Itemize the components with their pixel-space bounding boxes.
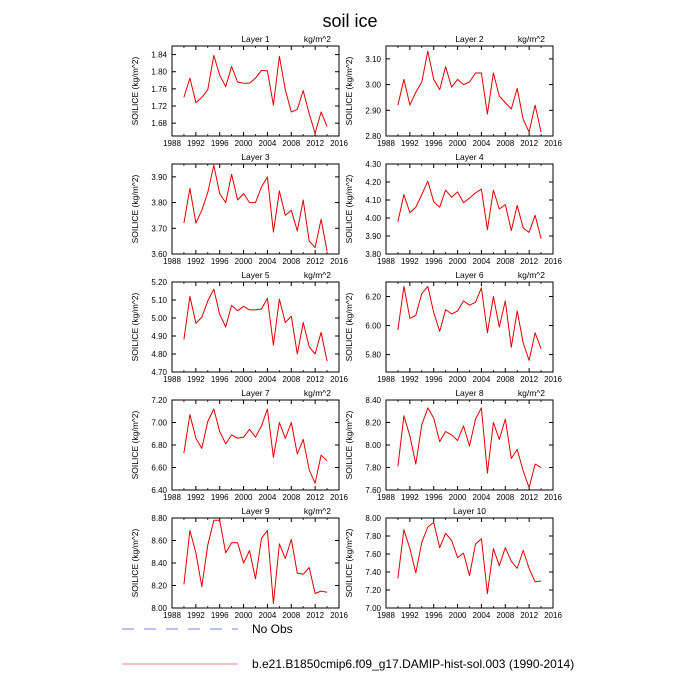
y-tick-label: 8.00 [365, 441, 381, 450]
series-line-model [184, 55, 327, 133]
y-tick-label: 6.00 [365, 321, 381, 331]
x-tick-label: 2008 [282, 257, 301, 266]
y-tick-label: 8.20 [365, 418, 381, 428]
x-tick-label: 1996 [424, 139, 443, 148]
plot-frame [172, 46, 339, 136]
x-tick-label: 2004 [258, 375, 277, 384]
x-tick-label: 1992 [186, 493, 205, 502]
y-tick-label: 3.90 [365, 232, 381, 241]
x-tick-label: 2004 [472, 611, 491, 620]
y-tick-label: 5.20 [151, 278, 167, 287]
y-tick-label: 1.84 [151, 50, 167, 60]
panel-7 [130, 388, 348, 502]
y-tick-label: 5.10 [151, 296, 167, 305]
x-tick-label: 2012 [520, 611, 539, 620]
panel-title: Layer 1 [241, 34, 270, 44]
x-tick-label: 2016 [330, 375, 348, 384]
panel-9 [130, 506, 348, 620]
x-tick-label: 1988 [163, 493, 181, 502]
y-tick-label: 3.10 [365, 54, 381, 64]
panel-title: Layer 2 [455, 34, 484, 44]
x-tick-label: 2000 [234, 611, 253, 620]
y-tick-label: 1.76 [151, 84, 167, 94]
panel-units: kg/m^2 [303, 34, 331, 44]
x-tick-label: 2012 [306, 493, 325, 502]
x-tick-label: 2004 [472, 257, 491, 266]
series-line-model [398, 181, 541, 239]
panel-title: Layer 10 [452, 506, 487, 516]
series-line-model [184, 409, 327, 483]
x-tick-label: 1996 [210, 493, 229, 502]
x-tick-label: 2016 [330, 139, 348, 148]
plot-frame [386, 164, 553, 254]
panel-title: Layer 7 [241, 388, 270, 398]
x-tick-label: 1996 [424, 257, 443, 266]
y-tick-label: 6.20 [365, 292, 381, 302]
panel-units: kg/m^2 [303, 506, 331, 516]
x-tick-label: 1992 [400, 375, 419, 384]
x-tick-label: 2004 [258, 493, 277, 502]
y-tick-label: 4.70 [151, 368, 167, 377]
y-tick-label: 7.80 [365, 532, 381, 541]
y-tick-label: 8.20 [151, 581, 167, 591]
legend-obs-swatch [120, 622, 240, 636]
x-tick-label: 2016 [544, 493, 562, 502]
y-tick-label: 4.80 [151, 350, 167, 359]
x-tick-label: 2008 [496, 139, 515, 148]
y-tick-label: 3.80 [365, 250, 381, 259]
x-tick-label: 2000 [234, 493, 253, 502]
y-tick-label: 7.60 [365, 486, 381, 495]
y-axis-label: SOILICE (kg/m^2) [344, 56, 354, 126]
y-tick-label: 4.00 [365, 214, 381, 223]
x-tick-label: 2012 [520, 139, 539, 148]
y-axis-label: SOILICE (kg/m^2) [130, 56, 140, 126]
x-tick-label: 1992 [186, 375, 205, 384]
x-tick-label: 2012 [306, 257, 325, 266]
x-tick-label: 2004 [472, 375, 491, 384]
panel-1 [130, 34, 348, 148]
x-tick-label: 1988 [163, 139, 181, 148]
x-tick-label: 2016 [330, 257, 348, 266]
x-tick-label: 2008 [282, 493, 301, 502]
x-tick-label: 1988 [163, 257, 181, 266]
x-tick-label: 2000 [234, 257, 253, 266]
x-tick-label: 1988 [163, 611, 181, 620]
x-tick-label: 2008 [496, 493, 515, 502]
series-line-model [398, 286, 541, 360]
panel-6 [344, 270, 562, 384]
x-tick-label: 2016 [330, 611, 348, 620]
series-line-model [398, 523, 541, 594]
y-tick-label: 3.00 [365, 80, 381, 90]
y-axis-label: SOILICE (kg/m^2) [344, 410, 354, 480]
x-tick-label: 2016 [544, 257, 562, 266]
legend-obs [120, 622, 293, 636]
x-tick-label: 2000 [448, 611, 467, 620]
y-tick-label: 2.80 [365, 132, 381, 141]
plot-frame [172, 400, 339, 490]
x-tick-label: 2012 [520, 375, 539, 384]
x-tick-label: 2004 [472, 139, 491, 148]
plot-frame [172, 282, 339, 372]
y-tick-label: 1.72 [151, 102, 167, 111]
panel-title: Layer 3 [241, 152, 270, 162]
x-tick-label: 1996 [424, 611, 443, 620]
x-tick-label: 2012 [306, 139, 325, 148]
y-tick-label: 3.90 [151, 172, 167, 182]
x-tick-label: 2000 [234, 139, 253, 148]
y-tick-label: 5.00 [151, 314, 167, 323]
y-tick-label: 8.80 [151, 514, 167, 523]
x-tick-label: 2004 [258, 611, 277, 620]
x-tick-label: 2016 [330, 493, 348, 502]
y-tick-label: 6.60 [151, 463, 167, 473]
y-axis-label: SOILICE (kg/m^2) [130, 410, 140, 480]
y-tick-label: 5.80 [365, 350, 381, 360]
x-tick-label: 2008 [496, 257, 515, 266]
x-tick-label: 2008 [282, 139, 301, 148]
panel-8 [344, 388, 562, 502]
x-tick-label: 2012 [306, 611, 325, 620]
legend-model-swatch [120, 657, 240, 671]
y-tick-label: 3.80 [151, 198, 167, 208]
plot-frame [172, 518, 339, 608]
x-tick-label: 1988 [377, 493, 395, 502]
panel-title: Layer 6 [455, 270, 484, 280]
y-tick-label: 8.00 [365, 514, 381, 523]
panel-4 [344, 152, 562, 266]
y-tick-label: 7.20 [151, 396, 167, 405]
x-tick-label: 2008 [496, 611, 515, 620]
x-tick-label: 2012 [520, 493, 539, 502]
x-tick-label: 1992 [400, 493, 419, 502]
x-tick-label: 1992 [186, 257, 205, 266]
series-line-model [184, 520, 327, 603]
panel-units: kg/m^2 [517, 34, 545, 44]
panel-title: Layer 8 [455, 388, 484, 398]
x-tick-label: 1996 [210, 257, 229, 266]
y-tick-label: 3.60 [151, 250, 167, 259]
x-tick-label: 2004 [258, 139, 277, 148]
y-tick-label: 7.00 [151, 418, 167, 428]
x-tick-label: 2012 [306, 375, 325, 384]
x-tick-label: 2000 [448, 257, 467, 266]
y-axis-label: SOILICE (kg/m^2) [130, 292, 140, 362]
y-tick-label: 2.90 [365, 106, 381, 116]
y-tick-label: 4.10 [365, 196, 381, 205]
x-tick-label: 2008 [282, 611, 301, 620]
x-tick-label: 2016 [544, 375, 562, 384]
y-tick-label: 8.00 [151, 604, 167, 613]
y-tick-label: 4.90 [151, 332, 167, 341]
y-axis-label: SOILICE (kg/m^2) [130, 528, 140, 598]
y-tick-label: 6.40 [151, 486, 167, 495]
x-tick-label: 1996 [424, 493, 443, 502]
y-tick-label: 4.20 [365, 178, 381, 187]
x-tick-label: 2012 [520, 257, 539, 266]
y-axis-label: SOILICE (kg/m^2) [344, 174, 354, 244]
x-tick-label: 1996 [210, 375, 229, 384]
panels-grid [130, 34, 562, 620]
panel-title: Layer 9 [241, 506, 270, 516]
x-tick-label: 2016 [544, 139, 562, 148]
panel-10 [344, 506, 562, 620]
x-tick-label: 1996 [210, 139, 229, 148]
x-tick-label: 1992 [186, 611, 205, 620]
x-tick-label: 2000 [448, 139, 467, 148]
x-tick-label: 2008 [282, 375, 301, 384]
x-tick-label: 1992 [400, 139, 419, 148]
y-tick-label: 7.00 [365, 604, 381, 613]
x-tick-label: 1992 [400, 611, 419, 620]
legend-obs-label: No Obs [252, 622, 293, 636]
plot-frame [386, 46, 553, 136]
y-tick-label: 3.70 [151, 224, 167, 234]
x-tick-label: 1988 [377, 375, 395, 384]
panel-3 [130, 152, 348, 266]
legend-model-label: b.e21.B1850cmip6.f09_g17.DAMIP-hist-sol.003 (1990-2014) [252, 657, 575, 671]
x-tick-label: 2000 [448, 493, 467, 502]
y-axis-label: SOILICE (kg/m^2) [344, 528, 354, 598]
x-tick-label: 1988 [377, 611, 395, 620]
x-tick-label: 1996 [210, 611, 229, 620]
y-tick-label: 7.60 [365, 550, 381, 559]
x-tick-label: 1992 [400, 257, 419, 266]
x-tick-label: 2000 [448, 375, 467, 384]
y-tick-label: 7.80 [365, 463, 381, 473]
x-tick-label: 2004 [258, 257, 277, 266]
x-tick-label: 1988 [377, 257, 395, 266]
panel-5 [130, 270, 348, 384]
panel-2 [344, 34, 562, 148]
x-tick-label: 1988 [377, 139, 395, 148]
series-line-model [184, 165, 327, 251]
y-axis-label: SOILICE (kg/m^2) [130, 174, 140, 244]
x-tick-label: 2000 [234, 375, 253, 384]
y-tick-label: 6.80 [151, 441, 167, 450]
series-line-model [398, 51, 541, 132]
y-tick-label: 4.30 [365, 160, 381, 169]
y-axis-label: SOILICE (kg/m^2) [344, 292, 354, 362]
panel-units: kg/m^2 [517, 270, 545, 280]
y-tick-label: 8.40 [365, 396, 381, 405]
x-tick-label: 2008 [496, 375, 515, 384]
y-tick-label: 1.80 [151, 67, 167, 77]
x-tick-label: 1996 [424, 375, 443, 384]
figure-title: soil ice [322, 11, 378, 31]
y-tick-label: 1.68 [151, 119, 167, 129]
panel-title: Layer 5 [241, 270, 270, 280]
x-tick-label: 2016 [544, 611, 562, 620]
panel-units: kg/m^2 [303, 388, 331, 398]
plot-frame [386, 518, 553, 608]
y-tick-label: 8.40 [151, 559, 167, 568]
panel-title: Layer 4 [455, 152, 484, 162]
legend-model [120, 657, 574, 671]
plot-frame [172, 164, 339, 254]
x-tick-label: 1988 [163, 375, 181, 384]
x-tick-label: 2004 [472, 493, 491, 502]
y-tick-label: 7.20 [365, 586, 381, 595]
panel-units: kg/m^2 [303, 270, 331, 280]
panel-units: kg/m^2 [517, 388, 545, 398]
series-line-model [184, 289, 327, 361]
x-tick-label: 1992 [186, 139, 205, 148]
series-line-model [398, 408, 541, 488]
y-tick-label: 8.60 [151, 536, 167, 546]
y-tick-label: 7.40 [365, 568, 381, 577]
